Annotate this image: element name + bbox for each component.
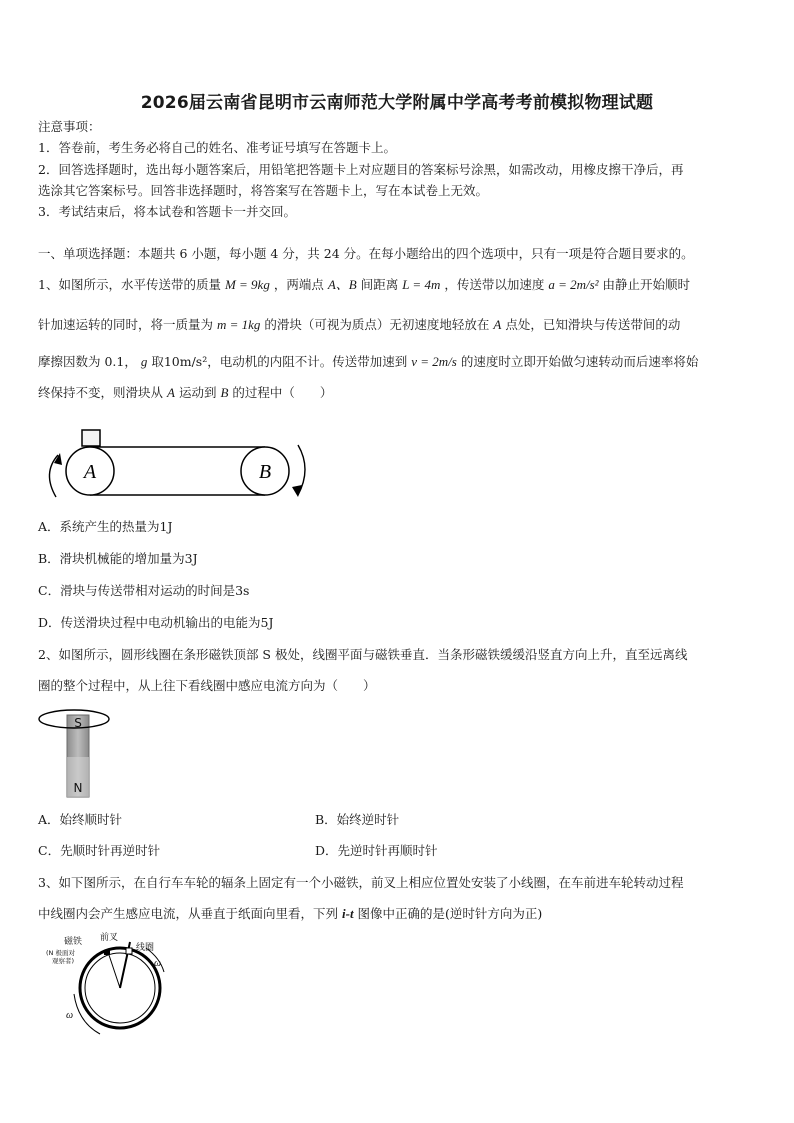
label-omega-left: ω — [66, 1010, 74, 1021]
slider-block — [82, 430, 100, 446]
page-title: 2026届云南省昆明市云南师范大学附属中学高考考前模拟物理试题 — [140, 93, 654, 113]
magnet-s-pole: S — [74, 716, 82, 730]
q2-option-d: D．先逆时针再顺时针 — [315, 843, 438, 858]
q1-option-c: C．滑块与传送带相对运动的时间是3s — [38, 583, 250, 598]
notice-heading: 注意事项： — [38, 119, 101, 134]
label-omega-right: ω — [154, 958, 162, 969]
q1-stem-line-4: 终保持不变，则滑块从 A 运动到 B 的过程中（ ） — [38, 385, 333, 400]
q1-stem-line-1: 1、如图所示，水平传送带的质量 M = 9kg ，两端点 A、B 间距离 L = 4m ，传送带以加速度 a = 2m/s² 由静止开始顺时 — [38, 277, 691, 292]
q3-it-symbol: i-t — [342, 906, 354, 921]
q2-option-a: A．始终顺时针 — [38, 812, 123, 827]
magnet-coil-figure — [38, 705, 118, 800]
pulley-b-label: B — [258, 461, 272, 483]
label-magnet-note-1: (N 极面对 — [46, 949, 75, 957]
section-heading: 一、单项选择题：本题共 6 小题，每小题 4 分，共 24 分。在每小题给出的四个选项中，只有一项是符合题目要求的。 — [38, 246, 694, 261]
q1-acceleration: a = 2m/s² — [548, 277, 599, 292]
q1-option-d: D．传送滑块过程中电动机输出的电能为5J — [38, 615, 274, 630]
q1-mass-conveyor: M = 9kg — [224, 277, 270, 292]
q1-mass-block: m = 1kg — [217, 317, 261, 332]
coil-on-fork — [126, 948, 132, 954]
pulley-a-label: A — [83, 461, 97, 483]
conveyor-belt-figure — [40, 425, 320, 505]
label-fork: 前叉 — [100, 933, 119, 943]
q1-speed: v = 2m/s — [411, 354, 457, 369]
wheel-spoke — [108, 952, 120, 988]
q1-stem-line-3: 摩擦因数为 0.1， g 取10m/s²，电动机的内阻不计。传送带加速到 v = 2m/s 的速度时立即开始做匀速转动而后速率将始 — [38, 354, 699, 369]
q2-option-c: C．先顺时针再逆时针 — [38, 843, 161, 858]
q1-stem-line-2: 针加速运转的同时，将一质量为 m = 1kg 的滑块（可视为质点）无初速度地轻放在 A 点处，已知滑块与传送带间的动 — [38, 317, 681, 332]
q2-stem-line-2: 圈的整个过程中，从上往下看线圈中感应电流方向为（ ） — [38, 678, 376, 693]
notice-item-2-cont: 选涂其它答案标号。回答非选择题时，将答案写在答题卡上，写在本试卷上无效。 — [38, 183, 489, 198]
magnet-on-spoke — [104, 950, 110, 955]
q1-option-a: A．系统产生的热量为1J — [38, 519, 173, 534]
label-magnet: 磁铁 — [64, 937, 83, 947]
q1-option-b: B．滑块机械能的增加量为3J — [38, 551, 198, 566]
notice-item-3: 3．考试结束后，将本试卷和答题卡一并交回。 — [38, 204, 296, 219]
q2-option-b: B．始终逆时针 — [315, 812, 400, 827]
label-coil: 线圈 — [136, 943, 155, 953]
notice-item-1: 1．答卷前，考生务必将自己的姓名、准考证号填写在答题卡上。 — [38, 140, 396, 155]
q3-stem-line-2: 中线圈内会产生感应电流，从垂直于纸面向里看，下列 i-t 图像中正确的是(逆时针方向为正) — [38, 906, 543, 921]
q1-length: L = 4m — [402, 277, 441, 292]
bicycle-wheel-figure — [38, 930, 168, 1030]
q1-points: A、B — [327, 277, 357, 292]
q3-stem-line-1: 3、如下图所示，在自行车车轮的辐条上固定有一个小磁铁，前叉上相应位置处安装了小线圈，在车前进车轮转动过程 — [38, 875, 684, 890]
q2-stem-line-1: 2、如图所示，圆形线圈在条形磁铁顶部 S 极处，线圈平面与磁铁垂直．当条形磁铁缓缓沿竖直方向上升，直至远离线 — [38, 647, 688, 662]
notice-item-2: 2．回答选择题时，选出每小题答案后，用铅笔把答题卡上对应题目的答案标号涂黑，如需改动，用橡皮擦干净后，再 — [38, 162, 684, 177]
magnet-n-pole: N — [73, 781, 83, 795]
label-magnet-note-2: 观察者) — [52, 957, 75, 965]
